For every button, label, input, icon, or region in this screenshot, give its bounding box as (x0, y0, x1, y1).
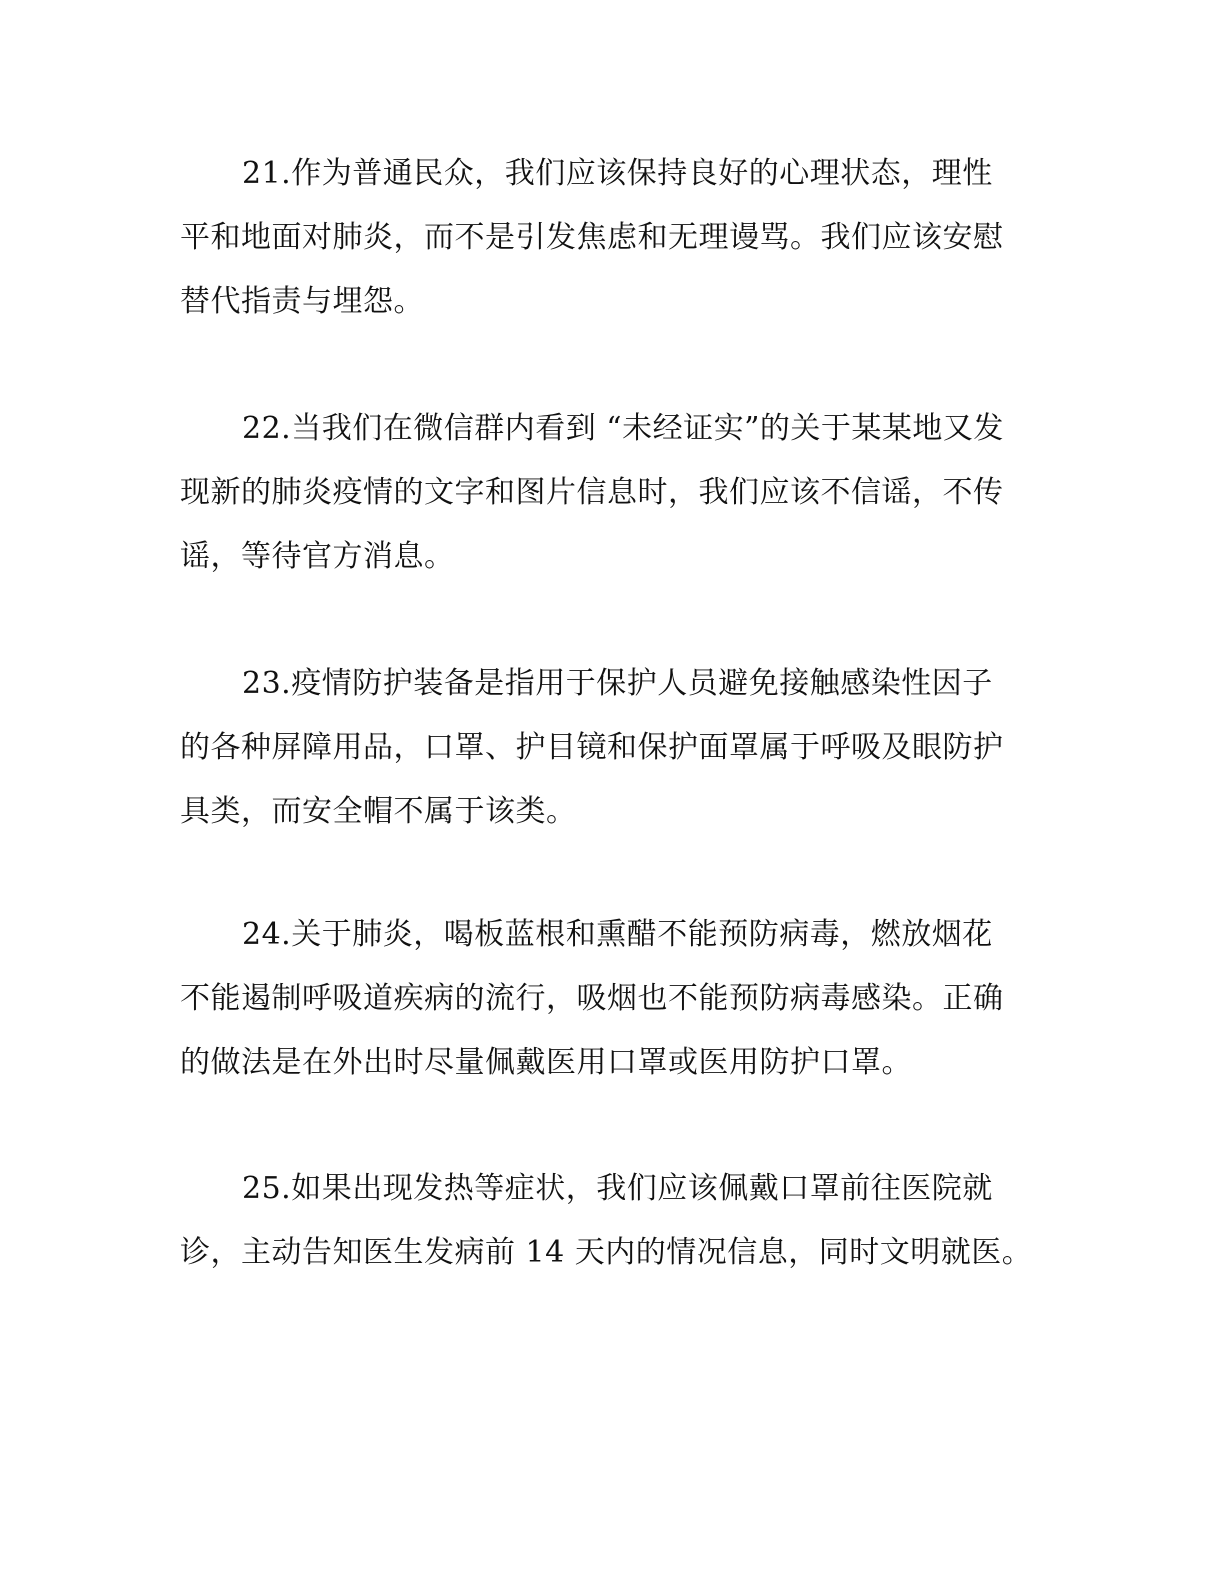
paragraph-line: 23.疫情防护装备是指用于保护人员避免接触感染性因子 (242, 666, 993, 701)
paragraph-line: 的做法是在外出时尽量佩戴医用口罩或医用防护口罩。 (180, 1045, 912, 1080)
paragraph-24 (180, 903, 1060, 1095)
paragraph-line: 22.当我们在微信群内看到 “未经证实”的关于某某地又发 (242, 411, 1004, 446)
paragraph-line: 的各种屏障用品，口罩、护目镜和保护面罩属于呼吸及眼防护 (180, 730, 1004, 765)
paragraph-line: 不能遏制呼吸道疾病的流行，吸烟也不能预防病毒感染。正确 (180, 981, 1004, 1016)
paragraph-line: 现新的肺炎疫情的文字和图片信息时，我们应该不信谣，不传 (180, 475, 1004, 510)
paragraph-22 (180, 397, 1060, 589)
paragraph-line: 具类，而安全帽不属于该类。 (180, 794, 577, 829)
paragraph-line: 平和地面对肺炎，而不是引发焦虑和无理谩骂。我们应该安慰 (180, 220, 1004, 255)
paragraph-line: 24.关于肺炎，喝板蓝根和熏醋不能预防病毒，燃放烟花 (242, 917, 993, 952)
paragraph-line: 诊，主动告知医生发病前 14 天内的情况信息，同时文明就医。 (180, 1235, 1033, 1270)
paragraph-line: 25.如果出现发热等症状，我们应该佩戴口罩前往医院就 (242, 1171, 993, 1206)
paragraph-line: 谣，等待官方消息。 (180, 539, 455, 574)
paragraph-line: 替代指责与埋怨。 (180, 284, 424, 319)
paragraph-23 (180, 652, 1060, 844)
paragraph-25 (180, 1157, 1060, 1285)
paragraph-line: 21.作为普通民众，我们应该保持良好的心理状态，理性 (242, 156, 993, 191)
paragraph-21 (180, 142, 1060, 334)
